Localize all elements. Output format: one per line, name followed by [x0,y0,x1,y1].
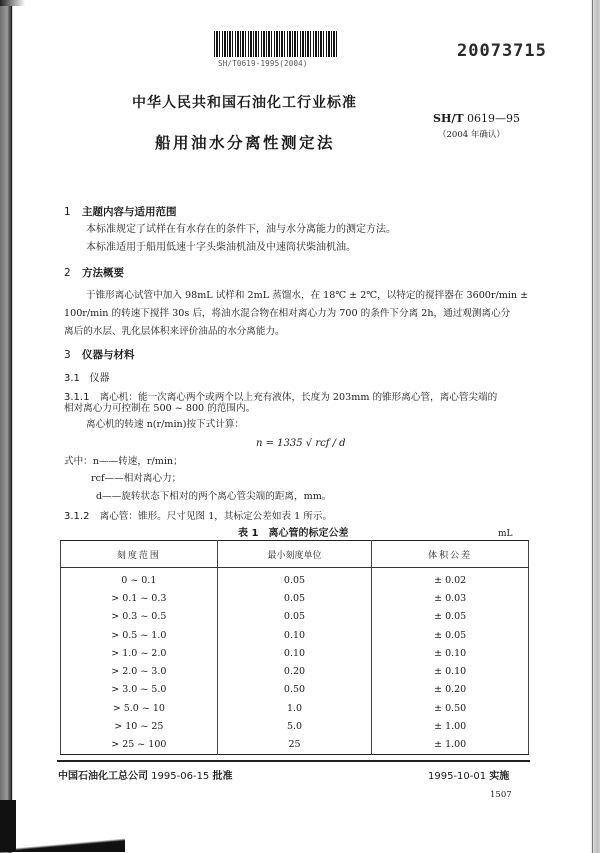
scan-edge-bottom [0,838,125,852]
scan-edge-left-line [11,5,12,845]
section-title: 主题内容与适用范围 [82,206,177,218]
implementation-label: 实施 [489,771,510,782]
section-3-1-2: 3.1.2 离心管：锥形。尺寸见图 1，其标定公差如表 1 所示。 [64,511,333,522]
cell-range: > 2.0 ~ 3.0 [111,666,167,678]
cell-division: 0.50 [217,681,372,699]
scan-edge-top [0,0,25,6]
cell-division: 0.05 [217,568,372,590]
cell-tolerance: ± 1.00 [372,717,529,735]
header-min-division: 最小刻度单位 [217,541,372,568]
cell-tolerance: ± 0.05 [372,608,529,626]
cell-tolerance: ± 0.03 [372,589,529,607]
table-row [61,608,529,626]
subsection-title: 仪器 [89,373,110,384]
cell-division: 1.0 [217,699,372,717]
section-title: 仪器与材料 [82,349,135,361]
table-row [61,681,529,699]
section-1-para-1: 本标准规定了试样在有水存在的条件下，油与水分离能力的测定方法。 [86,224,396,235]
doc-number-stamp: 20073715 [457,41,547,61]
standard-organization: 中华人民共和国石油化工行业标准 [132,95,357,111]
cell-tolerance: ± 0.10 [372,644,529,662]
cell-tolerance: ± 0.02 [372,568,529,590]
approval-info [58,767,232,782]
section-3-1-1-line-3: 离心机的转速 n(r/min)按下式计算： [86,419,245,430]
document-title: 船用油水分离性测定法 [155,134,336,152]
rpm-formula: n = 1335 √ rcf / d [256,438,346,449]
approval-date: 1995-06-15 [148,771,213,782]
subsection-number: 3.1 [64,373,80,384]
scan-edge-right-line [592,0,593,853]
standard-confirm-year: （2004 年确认） [438,130,505,140]
formula-where-d: d——旋转状态下相对的两个离心管尖端的距离，mm。 [96,491,332,502]
approval-label: 批准 [212,771,233,782]
section-1-para-2: 本标准适用于船用低速十字头柴油机油及中速筒状柴油机油。 [86,242,356,253]
table-1-calibration-tolerance [60,540,529,755]
cell-range: > 0.5 ~ 1.0 [111,629,167,641]
table-row [61,589,529,607]
cell-division: 0.05 [217,589,372,607]
cell-division: 25 [217,736,372,755]
cell-division: 0.10 [217,644,372,662]
cell-tolerance: ± 0.50 [372,699,529,717]
barcode-text: SH/T0619-1995(2004) [218,59,308,68]
section-3-1-1-line-1: 3.1.1 离心机：能一次离心两个或两个以上充有液体，长度为 203mm 的锥形离心管，离心管尖端的 [64,392,498,403]
header-scale-range: 刻度范围 [61,541,218,568]
formula-where-rcf: rcf——相对离心力； [91,473,182,484]
barcode [214,31,337,57]
standard-code-prefix: SH/T [433,112,464,125]
cell-division: 0.05 [217,608,372,626]
header-volume-tolerance: 体积公差 [372,541,529,568]
table-row [61,717,529,735]
standard-code-number: 0619—95 [463,112,521,125]
standard-code [433,112,520,125]
cell-range: 0 ~ 0.1 [121,574,157,586]
cell-tolerance: ± 1.00 [372,736,529,755]
formula-where-n: 式中：n——转速，r/min； [64,456,183,467]
table-row [61,626,529,644]
cell-division: 5.0 [217,717,372,735]
section-2-line-1: 于锥形离心试管中加入 98mL 试样和 2mL 蒸馏水，在 18℃ ± 2℃，以特定的搅拌器在 3600r/min ± [86,290,529,301]
cell-range: > 0.1 ~ 0.3 [111,592,167,604]
cell-range: > 25 ~ 100 [111,739,167,751]
table-row [61,568,529,590]
section-1-heading [64,204,177,219]
subsection-number: 3.1.1 [64,392,90,403]
section-number: 1 [64,206,71,218]
section-2-line-3: 离后的水层、乳化层体积来评价油品的水分离能力。 [64,326,285,337]
table-1-unit: mL [498,529,513,539]
table-row [61,644,529,662]
table-header-row [61,541,529,568]
cell-range: > 1.0 ~ 2.0 [111,647,167,659]
table-row [61,662,529,680]
section-number: 3 [64,349,71,361]
cell-division: 0.20 [217,662,372,680]
table-1-caption: 表 1 离心管的标定公差 [238,528,349,539]
cell-division: 0.10 [217,626,372,644]
cell-range: > 3.0 ~ 5.0 [111,684,167,696]
subsection-number: 3.1.2 [64,511,90,522]
section-number: 2 [64,267,71,279]
page-number: 1507 [490,790,512,800]
cell-tolerance: ± 0.05 [372,626,529,644]
cell-range: > 5.0 ~ 10 [112,702,165,714]
cell-tolerance: ± 0.10 [372,662,529,680]
cell-range: > 0.3 ~ 0.5 [111,611,167,623]
cell-range: > 10 ~ 25 [114,721,164,733]
cell-tolerance: ± 0.20 [372,681,529,699]
section-2-line-2: 100r/min 的转速下搅拌 30s 后，将油水混合物在相对离心力为 700 的条件下分离 2h，通过观测离心分 [64,308,511,319]
implementation-info [428,767,509,782]
section-2-heading [64,265,124,280]
section-3-1-1-line-2: 相对离心力可控制在 500 ~ 800 的范围内。 [64,403,256,414]
table-row [61,736,529,755]
implementation-date: 1995-10-01 [428,771,490,782]
section-title: 方法概要 [82,267,124,279]
approver: 中国石油化工总公司 [58,771,148,782]
footer-rule [57,760,530,762]
section-3-heading [64,347,135,362]
table-row [61,699,529,717]
